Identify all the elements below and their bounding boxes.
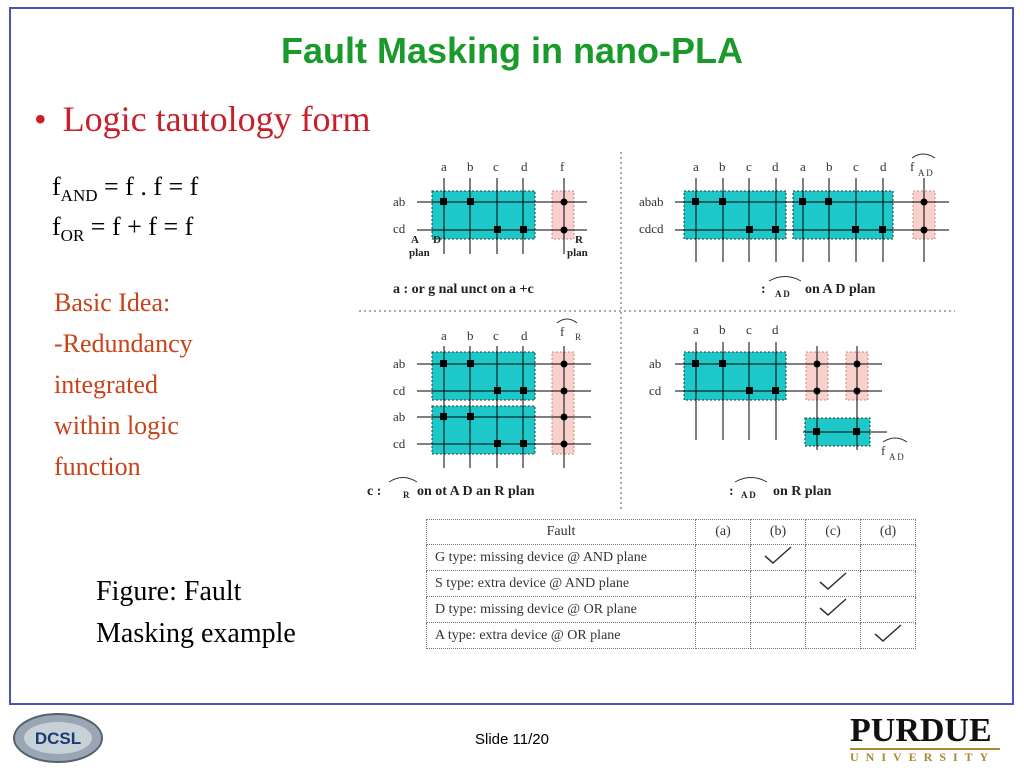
svg-text:a : or g nal unct on a +: a : or g nal unct on a +c xyxy=(393,282,534,297)
svg-text:f: f xyxy=(881,443,886,458)
svg-text:cd: cd xyxy=(649,383,662,398)
svg-text:d: d xyxy=(521,328,528,343)
svg-text:DCSL: DCSL xyxy=(34,729,82,748)
purdue-logo: PURDUE UNIVERSITY xyxy=(850,712,1010,767)
svg-text:on ot A D an R pl: on ot A D an R plan xyxy=(417,484,535,499)
fault-masking-figure xyxy=(357,150,957,520)
fault-table xyxy=(426,519,916,649)
svg-text:b: b xyxy=(826,159,833,174)
svg-text:cd: cd xyxy=(393,436,406,451)
svg-text:a: a xyxy=(441,328,447,343)
svg-text:A D: A D xyxy=(741,490,756,500)
svg-text:a: a xyxy=(693,159,699,174)
check-mark-icon xyxy=(806,571,861,597)
svg-text::: : xyxy=(729,484,734,499)
slide-number: Slide 11/20 xyxy=(475,731,549,748)
bullet-dot: • xyxy=(34,99,47,139)
svg-text:R: R xyxy=(575,332,582,342)
svg-text:a: a xyxy=(800,159,806,174)
svg-text:a: a xyxy=(441,159,447,174)
svg-text:D: D xyxy=(433,234,441,246)
svg-text:b: b xyxy=(719,322,726,337)
svg-text:c: c xyxy=(493,328,499,343)
svg-text:cdcd: cdcd xyxy=(639,221,664,236)
svg-text:f: f xyxy=(560,324,565,339)
table-row: A type: extra device @ OR plane xyxy=(427,623,916,649)
svg-text:b: b xyxy=(467,328,474,343)
slide-title: Fault Masking in nano-PLA xyxy=(280,30,743,71)
svg-text:cd: cd xyxy=(393,383,406,398)
svg-text:a: a xyxy=(693,322,699,337)
table-row: S type: extra device @ AND plane xyxy=(427,571,916,597)
panel-b xyxy=(639,154,949,299)
svg-text:d: d xyxy=(772,322,779,337)
table-header-row: Fault (a) (b) (c) (d) xyxy=(427,520,916,545)
svg-text:A: A xyxy=(411,234,419,246)
svg-text:plan: plan xyxy=(567,247,588,259)
svg-text:A D: A D xyxy=(775,289,790,299)
svg-text:A D: A D xyxy=(918,168,933,178)
svg-text:A D: A D xyxy=(889,452,904,462)
bullet-item xyxy=(34,98,371,140)
basic-idea-text: Basic Idea: -Redundancy integrated within logic function xyxy=(54,288,193,481)
svg-text::: : xyxy=(761,282,766,297)
check-mark-icon xyxy=(861,623,916,649)
svg-text:c :: c : xyxy=(367,484,382,499)
bullet-text: Logic tautology form xyxy=(62,99,371,139)
svg-text:on A D plan: on A D plan xyxy=(805,282,876,297)
svg-text:ab: ab xyxy=(649,356,662,371)
figure-caption: Figure: Fault Masking example xyxy=(96,576,296,649)
check-mark-icon xyxy=(751,545,806,571)
check-mark-icon xyxy=(806,597,861,623)
equation-and: $f_{AND} = f$ . f = f xyxy=(52,172,199,206)
svg-text:plan: plan xyxy=(409,247,430,259)
svg-text:ab: ab xyxy=(393,409,406,424)
table-row: D type: missing device @ OR plane xyxy=(427,597,916,623)
svg-text:d: d xyxy=(880,159,887,174)
svg-text:ab: ab xyxy=(393,356,406,371)
svg-text:on R plan: on R plan xyxy=(773,484,832,499)
svg-text:c: c xyxy=(493,159,499,174)
panel-a xyxy=(393,159,588,297)
panel-c xyxy=(367,319,591,500)
dcsl-logo xyxy=(8,710,108,766)
panel-d xyxy=(649,322,907,500)
table-row: G type: missing device @ AND plane xyxy=(427,545,916,571)
svg-text:c: c xyxy=(853,159,859,174)
svg-text:b: b xyxy=(467,159,474,174)
svg-text:R: R xyxy=(403,490,410,500)
svg-text:b: b xyxy=(719,159,726,174)
svg-text:abab: abab xyxy=(639,194,664,209)
equation-or: $f_{OR} = f + f = f$ xyxy=(52,212,194,246)
svg-text:c: c xyxy=(746,159,752,174)
svg-text:d: d xyxy=(521,159,528,174)
svg-text:f: f xyxy=(910,159,915,174)
svg-text:d: d xyxy=(772,159,779,174)
svg-text:cd: cd xyxy=(393,221,406,236)
svg-text:c: c xyxy=(746,322,752,337)
svg-text:ab: ab xyxy=(393,194,406,209)
svg-text:f: f xyxy=(560,159,565,174)
svg-text:R: R xyxy=(575,234,583,246)
